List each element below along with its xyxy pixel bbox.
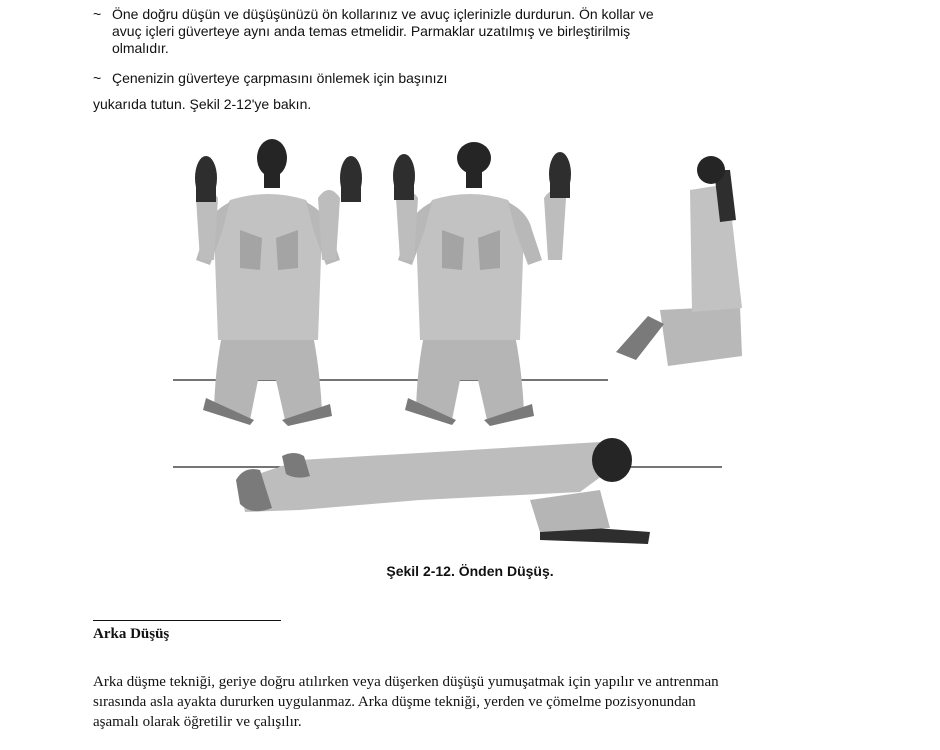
paragraph-line: sırasında asla ayakta dururken uygulanmaz. Arka düşme tekniği, yerden ve çömelme pozisyonundan (93, 694, 696, 710)
bullet-marker: ~ (93, 6, 102, 22)
paragraph-line: Arka düşme tekniği, geriye doğru atılırken veya düşerken düşüşü yumuşatmak için yapılır ve antrenman (93, 674, 719, 690)
bullet-line: avuç içleri güverteye aynı anda temas etmelidir. Parmaklar uzatılmış ve birleştirilmiş (112, 23, 631, 39)
paragraph-line: aşamalı olarak öğretilir ve çalışılır. (93, 714, 302, 730)
prone-figure (236, 438, 650, 544)
bullet-item-head-up (93, 70, 773, 87)
bullet-line: Çenenizin güverteye çarpmasını önlemek için başınızı (112, 70, 448, 86)
section-heading: Arka Düşüş (93, 626, 170, 642)
bullet-item-forward-fall-step (93, 6, 773, 57)
section-divider (93, 620, 281, 621)
bullet-marker: ~ (93, 70, 102, 86)
bullet-line: Öne doğru düşün ve düşüşünüzü ön kollarınız ve avuç içlerinizle durdurun. Ön kollar ve (112, 6, 654, 22)
section-paragraph (93, 672, 833, 732)
bullet-line: olmalıdır. (112, 40, 169, 56)
continuation-text: yukarıda tutun. Şekil 2-12'ye bakın. (93, 96, 312, 112)
figure-forward-fall (0, 120, 940, 560)
kneeling-figure-side (616, 156, 742, 366)
figure-caption: Şekil 2-12. Önden Düşüş. (386, 563, 554, 579)
kneeling-figure-front (195, 139, 362, 426)
figure-illustration (0, 120, 940, 560)
kneeling-figure-head-back (393, 142, 571, 426)
